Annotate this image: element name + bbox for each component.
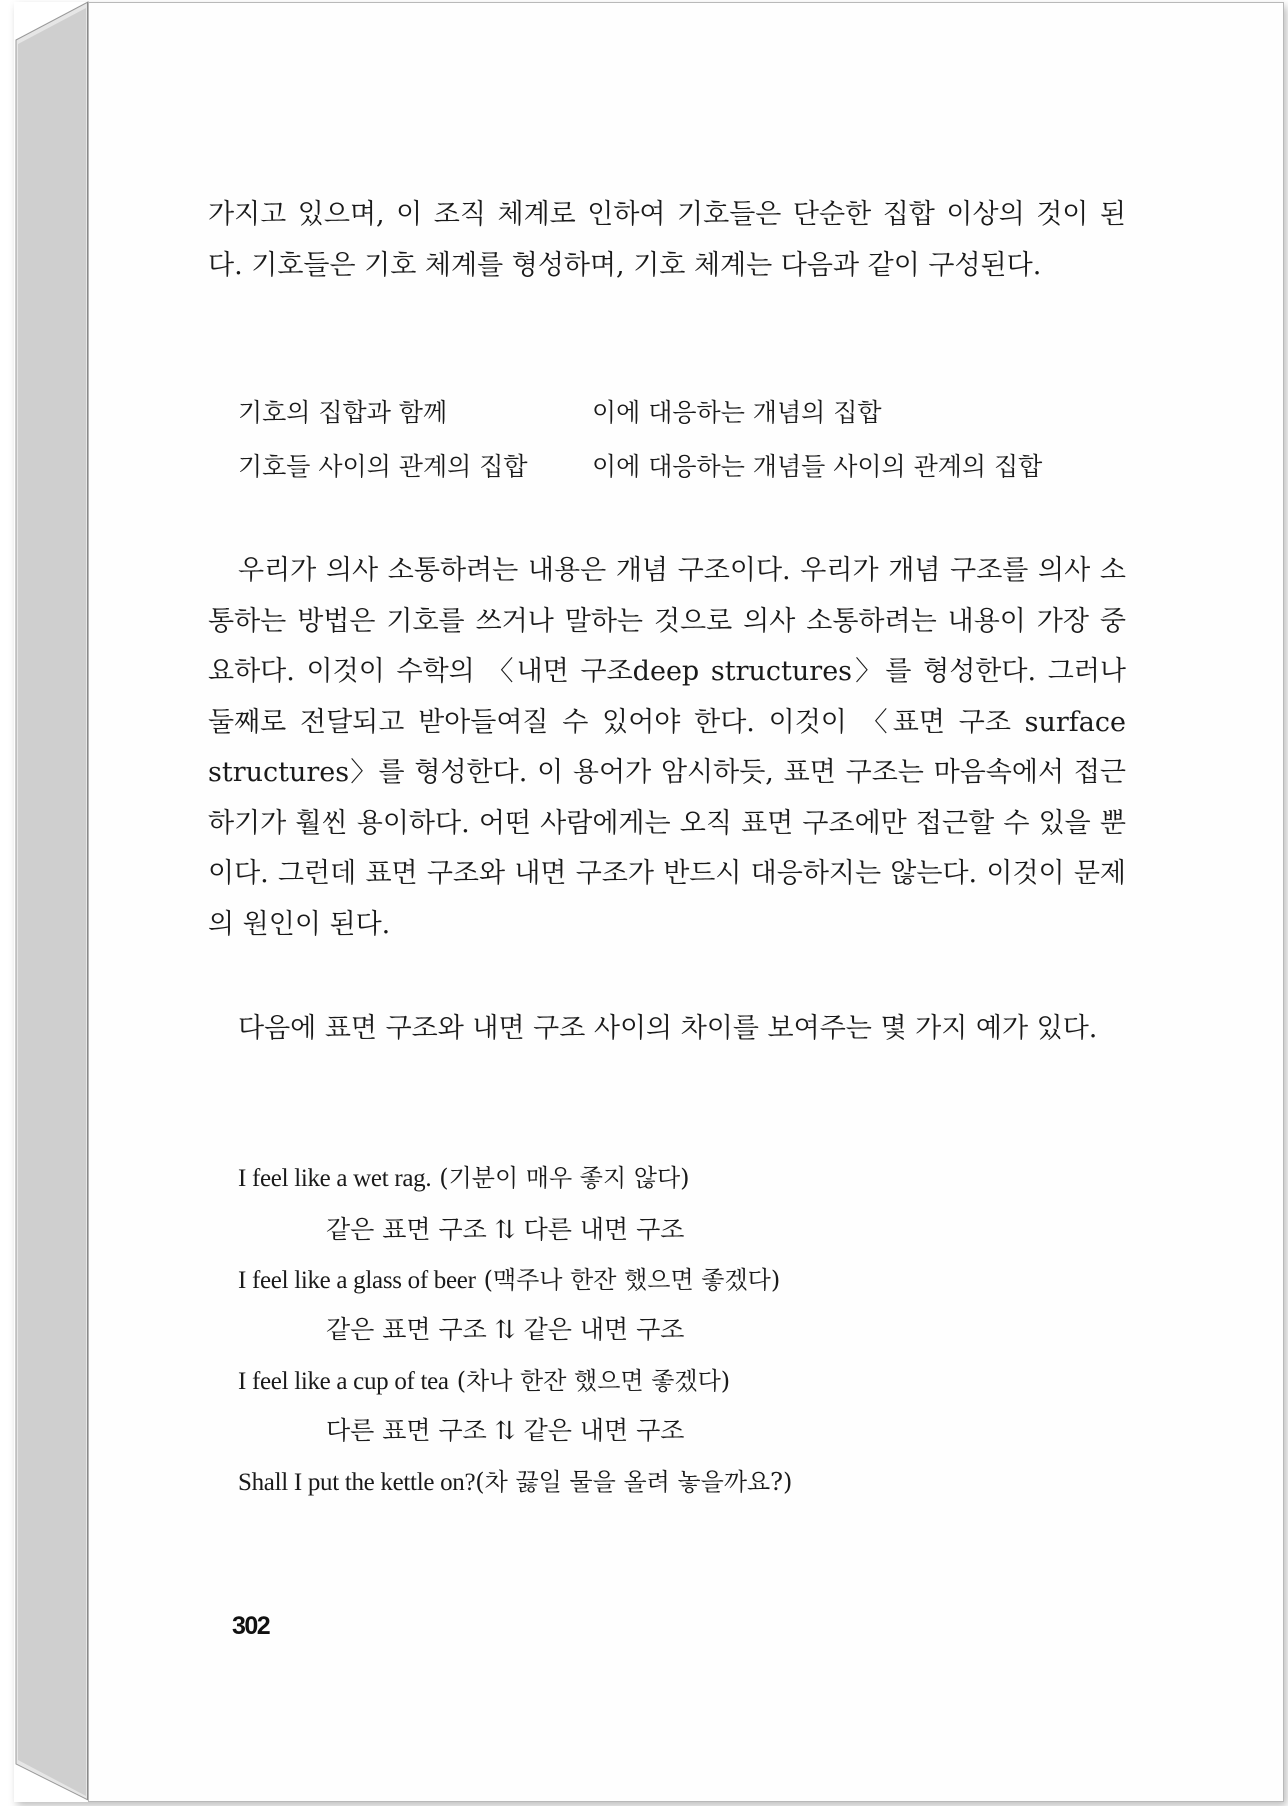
example-korean: (맥주나 한잔 했으면 좋겠다) [483,1266,781,1294]
example-english: I feel like a wet rag. [238,1165,432,1192]
example-korean: (차나 한잔 했으면 좋겠다) [456,1367,731,1395]
examples-intro-paragraph: 다음에 표면 구조와 내면 구조 사이의 차이를 보여주는 몇 가지 예가 있다. [238,1013,1098,1044]
example-sentence [238,1361,730,1396]
example-english: Shall I put the kettle on? [238,1469,476,1496]
concept-set-cell: 이에 대응하는 개념의 집합 [592,398,882,427]
example-english: I feel like a cup of tea [238,1368,449,1395]
book-spine [0,0,100,1806]
example-sentence [238,1158,690,1193]
structure-relation: 같은 표면 구조 ⇅ 같은 내면 구조 [326,1315,685,1344]
example-english: I feel like a glass of beer [238,1267,476,1294]
structure-relation: 같은 표면 구조 ⇅ 다른 내면 구조 [326,1215,685,1244]
example-sentence [238,1462,792,1497]
main-paragraph: 우리가 의사 소통하려는 내용은 개념 구조이다. 우리가 개념 구조를 의사 소통하는 방법은 기호를 쓰거나 말하는 것으로 의사 소통하려는 내용이 가장 중요하다. 이것이 수학의 〈내면 구조deep structures〉를 형성한다. 그러나 둘째로 전달되고 받아들여질 수 있어야 한다. 이것이 〈표면 구조 surface structures〉를 형성한다. 이 용어가 암시하듯, 표면 구조는 마음속에서 접근하기가 훨씬 용이하다. 어떤 사람에게는 오직 표면 구조에만 접근할 수 있을 뿐이다. 그런데 표면 구조와 내면 구조가 반드시 대응하지는 않는다. 이것이 문제의 원인이 된다. [208,555,1126,940]
example-korean: (기분이 매우 좋지 않다) [439,1164,690,1192]
example-korean: (차 끓일 물을 올려 놓을까요?) [475,1468,793,1496]
structure-relation: 다른 표면 구조 ⇅ 같은 내면 구조 [326,1416,685,1445]
intro-paragraph: 가지고 있으며, 이 조직 체계로 인하여 기호들은 단순한 집합 이상의 것이 된다. 기호들은 기호 체계를 형성하며, 기호 체계는 다음과 같이 구성된다. [208,199,1126,281]
sign-set-cell: 기호의 집합과 함께 [238,398,448,427]
concept-relations-cell: 이에 대응하는 개념들 사이의 관계의 집합 [592,452,1043,481]
page-number: 302 [232,1612,270,1640]
example-sentence [238,1260,780,1295]
sign-relations-cell: 기호들 사이의 관계의 집합 [238,452,528,481]
